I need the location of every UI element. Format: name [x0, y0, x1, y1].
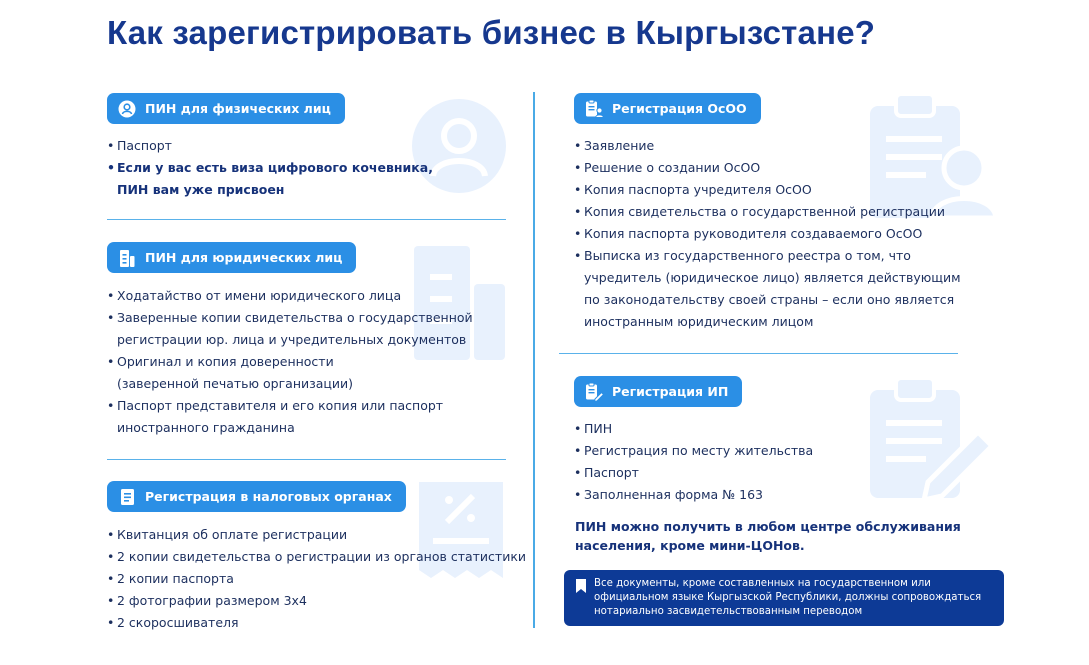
- list-item: [574, 179, 961, 201]
- building-icon: [117, 248, 137, 268]
- pin-note-line: ПИН можно получить в любом центре обслуживания: [575, 519, 961, 534]
- bookmark-icon: [576, 579, 586, 598]
- section-label: ПИН для юридических лиц: [145, 250, 343, 265]
- list-item-text: • Регистрация по месту жительства: [584, 443, 814, 458]
- list-item-text: • Паспорт представителя и его копия или паспорт: [117, 398, 444, 413]
- list-item-text: иностранного гражданина: [117, 420, 295, 435]
- list-item-text: учредитель (юридическое лицо) является действующим: [584, 270, 961, 285]
- list-item-text: • ПИН: [584, 421, 613, 436]
- list-item-text: • Если у вас есть виза цифрового кочевника,: [117, 160, 433, 175]
- info-box-line: нотариально засвидетельствованным переводом: [594, 606, 863, 617]
- list-item-text: (заверенной печатью организации): [117, 376, 354, 391]
- clipboard-person-icon: [584, 99, 604, 119]
- list-item-text: регистрации юр. лица и учредительных документов: [117, 332, 467, 347]
- list-item-text: • Копия паспорта учредителя ОсОО: [584, 182, 812, 197]
- section-label: ПИН для физических лиц: [145, 101, 331, 116]
- list-item: [107, 568, 526, 590]
- list-item: [107, 546, 526, 568]
- pin-note-line: населения, кроме мини-ЦОНов.: [575, 538, 805, 553]
- list-item: [107, 157, 433, 201]
- ie-registration-list: [574, 418, 813, 506]
- list-item: [107, 351, 473, 395]
- list-item: [574, 245, 961, 333]
- pin-note: [575, 517, 961, 555]
- list-item-text: • Заявление: [584, 138, 655, 153]
- section-label: Регистрация ИП: [612, 384, 729, 399]
- llc-registration-list: [574, 135, 961, 333]
- info-box-line: официальном языке Кыргызской Республики, должны сопровождаться: [594, 592, 982, 603]
- list-item: [574, 484, 813, 506]
- list-item-text: • Паспорт: [584, 465, 639, 480]
- list-item: [574, 223, 961, 245]
- pin-legal-list: [107, 285, 473, 439]
- list-item-text: • Выписка из государственного реестра о том, что: [584, 248, 911, 263]
- list-item: [574, 418, 813, 440]
- clipboard-pen-illustration-icon: [868, 376, 996, 500]
- list-item-text: ПИН вам уже присвоен: [117, 182, 285, 197]
- document-icon: [117, 487, 137, 507]
- section-divider: [559, 353, 958, 354]
- list-item: [107, 307, 473, 351]
- list-item: [574, 201, 961, 223]
- list-item: [574, 135, 961, 157]
- info-box-line: Все документы, кроме составленных на государственном или: [594, 578, 931, 589]
- list-item-text: • Копия паспорта руководителя создаваемого ОсОО: [584, 226, 923, 241]
- list-item-text: • Паспорт: [117, 138, 172, 153]
- section-llc-registration-header: [574, 93, 761, 124]
- list-item-text: • Решение о создании ОсОО: [584, 160, 761, 175]
- list-item-text: по законодательству своей страны – если оно является: [584, 292, 955, 307]
- list-item-text: • Копия свидетельства о государственной регистрации: [584, 204, 945, 219]
- list-item: [107, 590, 526, 612]
- page-title: Как зарегистрировать бизнес в Кыргызстане?: [107, 14, 876, 51]
- list-item: [107, 285, 473, 307]
- list-item-text: • 2 копии свидетельства о регистрации из органов статистики: [117, 549, 526, 564]
- section-divider: [107, 219, 506, 220]
- list-item-text: • 2 скоросшивателя: [117, 615, 239, 630]
- translation-info-box: [564, 570, 1004, 626]
- section-divider: [107, 459, 506, 460]
- list-item: [107, 524, 526, 546]
- section-tax-registration-header: [107, 481, 406, 512]
- section-pin-individuals-header: [107, 93, 345, 124]
- list-item: [107, 395, 473, 439]
- section-ie-registration-header: [574, 376, 742, 407]
- list-item-text: • Заполненная форма № 163: [584, 487, 764, 502]
- list-item-text: • Оригинал и копия доверенности: [117, 354, 334, 369]
- list-item: [574, 157, 961, 179]
- list-item-text: • Ходатайство от имени юридического лица: [117, 288, 402, 303]
- list-item-text: • 2 фотографии размером 3х4: [117, 593, 307, 608]
- list-item-text: • Заверенные копии свидетельства о государственной: [117, 310, 473, 325]
- person-icon: [117, 99, 137, 119]
- section-label: Регистрация ОсОО: [612, 101, 747, 116]
- list-item-text: • 2 копии паспорта: [117, 571, 234, 586]
- pin-individuals-list: [107, 135, 433, 201]
- section-label: Регистрация в налоговых органах: [145, 489, 392, 504]
- list-item: [574, 462, 813, 484]
- column-divider: [533, 92, 535, 628]
- list-item-text: иностранным юридическим лицом: [584, 314, 814, 329]
- list-item: [574, 440, 813, 462]
- section-pin-legal-header: [107, 242, 356, 273]
- list-item: [107, 135, 433, 157]
- list-item-text: • Квитанция об оплате регистрации: [117, 527, 348, 542]
- list-item: [107, 612, 526, 634]
- tax-registration-list: [107, 524, 526, 634]
- clipboard-pen-icon: [584, 382, 604, 402]
